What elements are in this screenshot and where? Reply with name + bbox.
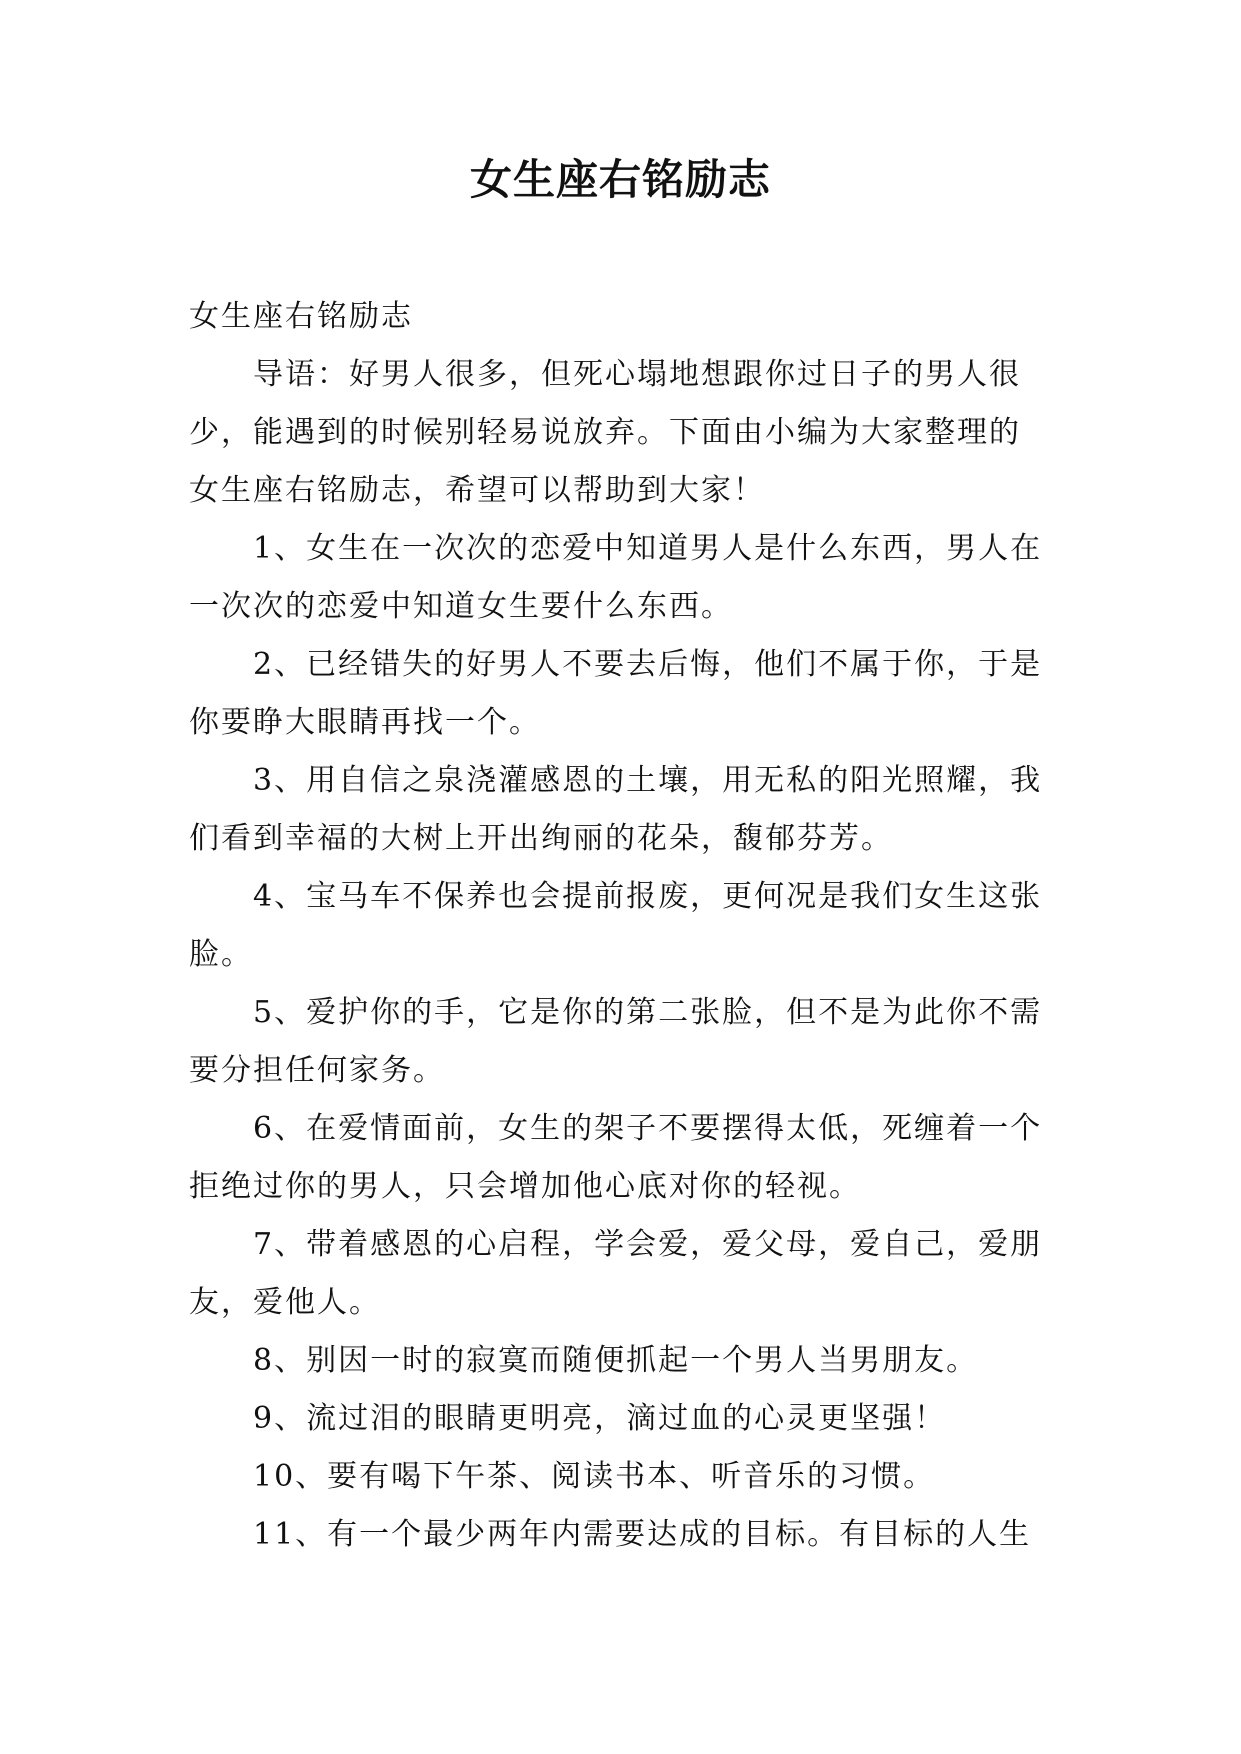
paragraph-item-4: 4、宝马车不保养也会提前报废，更何况是我们女生这张脸。 — [189, 879, 1043, 972]
paragraph-item-3: 3、用自信之泉浇灌感恩的土壤，用无私的阳光照耀，我们看到幸福的大树上开出绚丽的花朵，馥郁芬芳。 — [189, 763, 1043, 856]
paragraph-item-11: 11、有一个最少两年内需要达成的目标。有目标的人生 — [253, 1517, 1032, 1552]
paragraph-item-8: 8、别因一时的寂寞而随便抓起一个男人当男朋友。 — [253, 1343, 979, 1378]
paragraph-item-5: 5、爱护你的手，它是你的第二张脸，但不是为此你不需要分担任何家务。 — [189, 995, 1043, 1088]
paragraph-intro: 导语：好男人很多，但死心塌地想跟你过日子的男人很少，能遇到的时候别轻易说放弃。下面由小编为大家整理的女生座右铭励志，希望可以帮助到大家！ — [189, 357, 1021, 508]
paragraph-item-10: 10、要有喝下午茶、阅读书本、听音乐的习惯。 — [253, 1459, 936, 1494]
paragraph-item-7: 7、带着感恩的心启程，学会爱，爱父母，爱自己，爱朋友，爱他人。 — [189, 1227, 1043, 1320]
paragraph-item-6: 6、在爱情面前，女生的架子不要摆得太低，死缠着一个拒绝过你的男人，只会增加他心底对你的轻视。 — [189, 1111, 1043, 1204]
paragraph-item-2: 2、已经错失的好男人不要去后悔，他们不属于你，于是你要睁大眼睛再找一个。 — [189, 647, 1043, 740]
document-body — [189, 288, 1051, 1564]
paragraph-item-1: 1、女生在一次次的恋爱中知道男人是什么东西，男人在一次次的恋爱中知道女生要什么东西。 — [189, 531, 1043, 624]
document-title: 女生座右铭励志 — [469, 155, 771, 204]
document-subtitle: 女生座右铭励志 — [189, 299, 413, 334]
paragraph-item-9: 9、流过泪的眼睛更明亮，滴过血的心灵更坚强！ — [253, 1401, 947, 1436]
